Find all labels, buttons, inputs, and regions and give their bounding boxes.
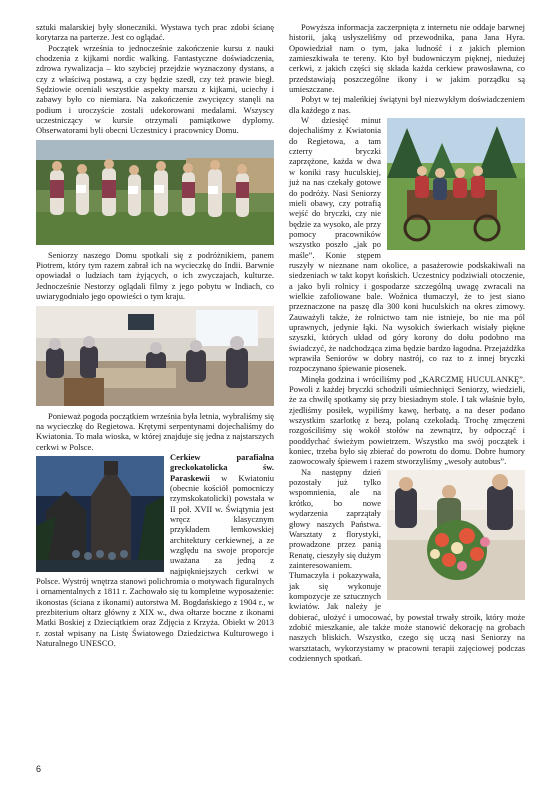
india-presentation-photo	[36, 306, 274, 406]
paragraph: Pobyt w tej maleńkiej świątyni był niezwykłym doświadczeniem dla każdego z nas.	[289, 94, 525, 115]
nordic-walking-photo	[36, 140, 274, 245]
paragraph: Początek września to jednocześnie zakończenie kursu z nauki chodzenia z kijkami nordic walking. Fantastyczne doświadczenia, zdrowa rywalizacja – kto szybciej przejdzie wyznaczony dystans, a czy z właściwą postawą, a czy będzie szedł, czy też prawie biegł. Sędziowie oceniali wszystkie aspekty marszu z kijkami, uciechy i zabawy było co niemiara. Na zakończenie zwycięzcy stanęli na podium i uroczyście zostali udekorowani medalami. Wszyscy uczestniczący w kursie otrzymali pamiątkowe dyplomy. Obserwatorami byli obecni Uczestnicy i pracownicy Domu.	[36, 42, 274, 136]
right-column	[289, 22, 525, 663]
paragraph: Seniorzy naszego Domu spotkali się z podróżnikiem, panem Piotrem, który tym razem zabrał ich na wycieczkę do Indii. Barwnie opowiadał o ludziach tam żyjących, o ich zwyczajach, kulturze. Jednocześnie Nestorzy oglądali filmy z jego pobytu w Indiach, co uwiarygodniało jego opowieści o tym kraju.	[36, 249, 274, 302]
church-night-photo	[36, 456, 164, 572]
paragraph: Minęła godzina i wróciliśmy pod „KARCZMĘ HUCULANKĘ”. Powoli z każdej bryczki schodzili uśmiechnięci Seniorzy, wiedzieli, że za chwilę spotkamy się przy biesiadnym stole. I tak właśnie było, zjedliśmy posiłek, wypiliśmy kawę, herbatę, a na deser podano wszystkim szarlotkę z bezą, polaną czekoladą. Trochę zmęczeni rozgościliśmy się wokół stołów na zewnątrz, by odpocząć i pooddychać świeżym powietrzem. Wszystko ma swój początek i koniec, trzeba było się zbierać do powrotu do domu. Dobre humory zaowocowały śpiewem i razem stworzyliśmy „wesoły autobus”.	[289, 373, 525, 467]
paragraph: Ponieważ pogoda początkiem września była letnia, wybraliśmy się na wycieczkę do Regietowa. Krętymi serpentynami dojechaliśmy do Kwiatonia. To mała wioska, w której znajduje się jedna z najstarszych cerkwi w Polsce.	[36, 410, 274, 452]
page-number: 6	[36, 764, 42, 774]
paragraph: Powyższa informacja zaczerpnięta z internetu nie oddaje barwnej historii, jaką usłyszeliśmy od przewodnika, pana Jana Hyra. Opowiedział nam o tym, jaka ludność i z jakich plemion zamieszkiwała te tereny. Kto był budowniczym pięknej, niedużej cerkwi, z jakich części się składa każda cerkiew prawosławna, co przedstawiają poszczególne ikony i w jakim porządku są umieszczane.	[289, 22, 525, 95]
paragraph: Na następny dzień pozostały już tylko wspomnienia, ale na krótko, bo nowe wydarzenia zaprzątały głowy naszych Państwa. Warsztaty z florystyki, prowadzone przez panią Renatę, cieszyły się dużym zainteresowaniem. Tłumaczyła i pokazywała, jak się wykonuje kompozycje ze sztucznych kwiatów. Jak należy je dobierać, ułożyć i umocować, by powstał trwały stroik, który może zdobić mieszkanie, ale także może stanowić dekorację na grobach naszych bliskich. Wszystko, czego się uczą nasi Seniorzy na warsztatach, wykorzystamy w pracowni terapii zajęciowej podczas codziennych spotkań.	[289, 466, 525, 663]
left-column	[36, 22, 274, 648]
paragraph: sztuki malarskiej były słoneczniki. Wystawa tych prac zdobi ścianę korytarza na parterze. Jest co oglądać.	[36, 22, 274, 43]
paragraph-text: w Kwiatoniu (obecnie kościół pomocniczy rzymskokatolicki) powstała w II poł. XVII w. Świątynia jest wręcz klasycznym przykładem łemkowskiej architektury cerkiewnej, a ze względu na swoje proporcje uważana za jedną z najpiękniejszych cerkwi w Polsce. Wystrój wnętrza stanowi polichromia o motywach figuralnych i ornamentalnych z 1811 r. Zachowało się tu kompletne wyposażenie: ikonostas (ściana z ikonami) autorstwa M. Bogdańskiego z 1904 r., w prezbiterium ołtarz główny z XIX w., dwa ołtarze boczne z ikonami Matki Boskiej z Dzieciątkiem oraz Zdjęcia z Krzyża. Obiekt w 2013 r. został wpisany na Listę Światowego Dziedzictwa Kulturowego i Naturalnego UNESCO.	[36, 472, 274, 649]
floristry-workshop-photo	[387, 470, 525, 600]
carriage-ride-photo	[387, 118, 525, 250]
paragraph: W dziesięć minut dojechaliśmy z Kwiatonia do Regietowa, a tam czterry bryczki zaprzężone, każda w dwa w koniki rasy huculskiej, już na nas czekały gotowe do podróży. Nasi Seniorzy mieli obawy, czy potrafią wejść do bryczki, czy nie będzie za wysoko, ale przy pomocy pracowników wszystko poszło „jak po maśle”. Konie stępem ruszyły w nieznane nam okolice, a pasażerowie podskakiwali na siedzeniach w takt kopyt końskich. Uczestnicy podziwiali otoczenie, a jako byli rolnicy i gospodarze szczególną uwagę zwracali na wielkie zafoliowane bale. Woźnica tłumaczył, że to jest siano przeznaczone na paszę dla 300 koni huculskich na okres zimowy. Zauważyli także, że rolnictwo tam nie istnieje, bo nie ma pól uprawnych, jedynie łąki. Na wysokich świerkach wisiały piękne szyszki, których układ od góry korony do dołu podobno ma świadczyć, że nadchodząca zima będzie bardzo łagodna. Przejażdżka wprawiła Seniorów w dobry nastrój, co raz to z innej bryczki rozpoczynano śpiewanie piosenek.	[289, 115, 525, 374]
church-name: Cerkiew parafialna greckokatolicka św. Paraskewii	[170, 451, 274, 483]
